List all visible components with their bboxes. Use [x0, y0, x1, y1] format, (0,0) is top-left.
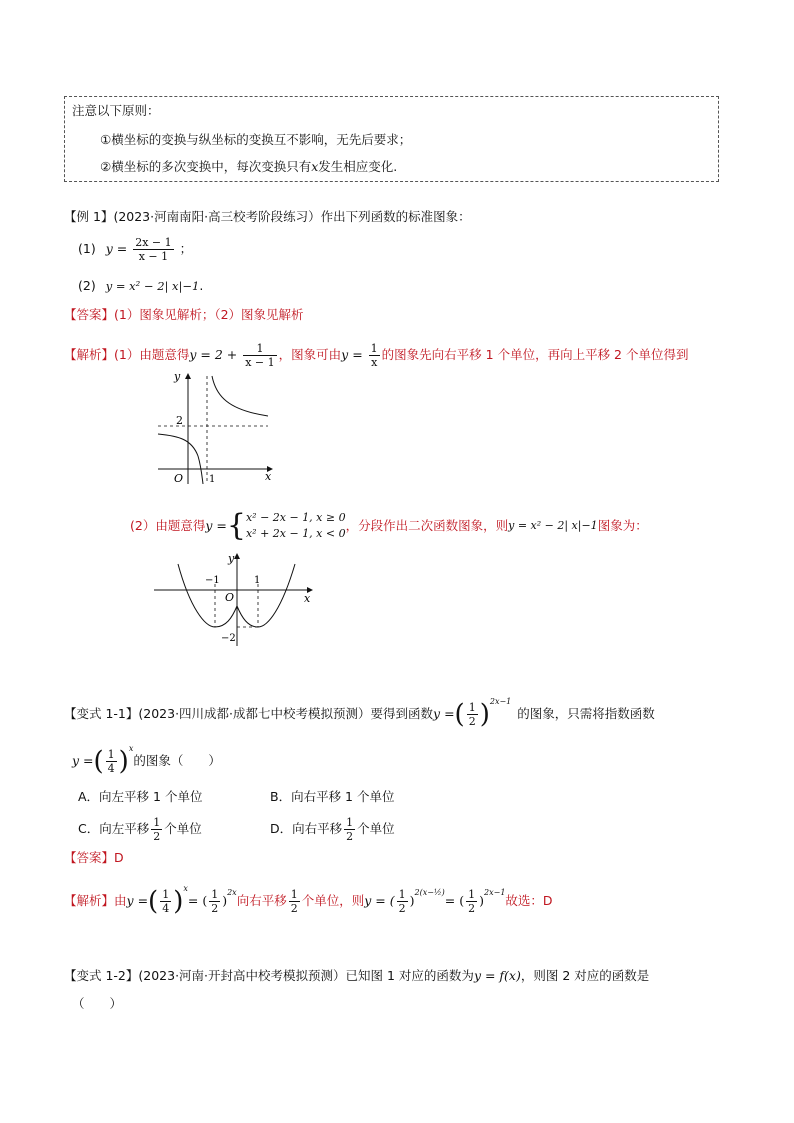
- option-d-text-b: 个单位: [357, 821, 395, 836]
- option-d-frac-den: 2: [346, 830, 354, 843]
- variant-1-2-paren: （ ）: [72, 996, 123, 1011]
- example-1-question-1: [78, 236, 192, 263]
- option-d-frac-num: 1: [346, 816, 354, 829]
- analysis-2-expr: y = x² − 2| x|−1: [508, 519, 598, 532]
- v11-an-paren-close: ): [173, 886, 184, 917]
- v11-analysis-math-2: y = ( $\frac{1}{2}$ )$^{2(x-\frac{1}{2})}$= ( $\frac{1}{2}$ )$^{2x-1}$: [364, 888, 506, 915]
- variant-1-1-exp-1: 2x−1: [489, 697, 512, 706]
- option-c-frac-num: 1: [153, 816, 161, 829]
- analysis-1-text-b: ，图象可由: [278, 347, 342, 362]
- option-d-frac: [344, 816, 355, 843]
- a1-frac2-den: x: [371, 356, 378, 369]
- v11-an-frac-1: [160, 888, 171, 915]
- paren-open: (: [454, 699, 465, 730]
- analysis-2-case-1: x² − 2x − 1, x ≥ 0: [245, 511, 346, 524]
- analysis-label: 【解析】: [64, 347, 115, 362]
- v11-an-exp-1: x: [183, 884, 188, 893]
- graph-2-x-label: x: [304, 592, 311, 605]
- analysis-2-text-c: 图象为：: [597, 518, 648, 533]
- example-1-analysis-1: [64, 342, 688, 369]
- graph-2-y-label: y: [228, 552, 235, 565]
- variant-1-1-exp-2: x: [128, 744, 134, 753]
- v11-an-f5-num: 1: [468, 888, 476, 901]
- v11-an-frac-2: [209, 888, 220, 915]
- v11-an-exp-3: 2(x−½): [414, 888, 445, 897]
- variant-1-1-answer: [64, 849, 124, 867]
- analysis-1-fraction: [243, 342, 276, 369]
- v11-an-paren-open: (: [148, 886, 159, 917]
- v11-analysis-text-d: 故选：D: [505, 893, 553, 908]
- option-d-text-a: D．向右平移: [270, 821, 343, 836]
- q1-frac-den: x − 1: [138, 250, 169, 263]
- v11-answer-text: D: [114, 850, 124, 865]
- variant-1-1-stem-line-2: [72, 740, 221, 775]
- analysis-1-fraction-2: [369, 342, 380, 369]
- v11-an-frac-5: [466, 888, 477, 915]
- example-1-answer: [64, 306, 304, 324]
- variant-1-2-text-a: (2023·河南·开封高中校考模拟预测）已知图 1 对应的函数为: [138, 968, 474, 983]
- variant-1-1-y1: y =: [433, 706, 455, 721]
- paren-close: ): [479, 699, 490, 730]
- option-c-frac: [151, 816, 162, 843]
- note-p2-text-b: 发生相应变化.: [318, 159, 398, 174]
- v11-an-frac-3: [289, 888, 300, 915]
- q1-number: (1): [78, 241, 96, 256]
- v11-an-f2-num: 1: [211, 888, 219, 901]
- graph-2-tick-1: 1: [254, 575, 261, 586]
- v11-an-f4-num: 1: [398, 888, 406, 901]
- q1-frac-num: 2x − 1: [135, 236, 172, 249]
- q2-expr: y = x² − 2| x|−1: [105, 279, 200, 293]
- analysis-1-y2: y =: [341, 347, 363, 362]
- note-p2-var: x: [311, 159, 319, 174]
- v11-an-y: y =: [126, 893, 149, 908]
- option-c[interactable]: [78, 816, 202, 843]
- paren-open-2: (: [93, 746, 104, 777]
- v11-an-f1-num: 1: [162, 888, 170, 901]
- example-1-source: (2023·河南南阳·高三校考阶段练习）作出下列函数的标准图象：: [113, 209, 471, 224]
- variant-1-2-text-b: ，则图 2 对应的函数是: [520, 968, 650, 983]
- graph-1-x-label: x: [265, 470, 272, 483]
- v11-f2-num: 1: [107, 748, 115, 761]
- a1-frac-den: x − 1: [245, 356, 275, 369]
- v11-an-eq2: = (: [444, 893, 465, 908]
- example-1-label: 【例 1】: [64, 209, 114, 224]
- q2-end: .: [199, 278, 204, 293]
- v11-an-exp-2: 2x: [227, 888, 237, 897]
- a1-frac2-num: 1: [370, 342, 378, 355]
- variant-1-2-fx: y = f(x): [473, 968, 521, 983]
- v11-an-frac-4: [397, 888, 408, 915]
- graph-1-hyperbola: [150, 366, 280, 486]
- graph-2-origin: O: [225, 591, 235, 604]
- v11-an-f2-den: 2: [211, 902, 219, 915]
- option-c-text-b: 个单位: [164, 821, 202, 836]
- v11-an-y2: y = (: [364, 893, 395, 908]
- note-title: 注意以下原则：: [72, 103, 160, 118]
- graph-1-y-label: y: [174, 370, 181, 383]
- analysis-2-text-a: (2）由题意得: [130, 518, 206, 533]
- graph-2-right-parabola: [237, 564, 295, 627]
- variant-1-1-y2: y =: [72, 753, 94, 768]
- v11-an-f5-den: 2: [468, 902, 476, 915]
- variant-1-1-frac-2: [106, 748, 117, 775]
- v11-analysis-text-c: 个单位，则: [301, 893, 365, 908]
- q1-end: ；: [179, 241, 193, 256]
- graph-2-parabolas: [150, 548, 320, 648]
- example-1-header: [64, 208, 471, 226]
- v11-f1-den: 2: [468, 715, 476, 728]
- graph-1-origin: O: [174, 472, 184, 485]
- v11-an-exp-4: 2x−1: [484, 888, 506, 897]
- graph-1-right-branch: [212, 376, 268, 416]
- analysis-1-y: y = 2 +: [189, 347, 238, 362]
- note-principle-2: [100, 158, 397, 176]
- example-1-analysis-2: [130, 510, 648, 542]
- variant-1-1-analysis: [64, 880, 553, 915]
- graph-1-tick-1: 1: [209, 474, 216, 485]
- analysis-2-cases: [246, 510, 346, 542]
- paren-close-2: ): [118, 746, 129, 777]
- q2-number: (2): [78, 278, 96, 293]
- option-d[interactable]: [270, 816, 395, 843]
- variant-1-1-text-b: 的图象，只需将指数函数: [517, 706, 655, 721]
- v11-analysis-math-1: y =( $\frac{1}{4}$ )$^x$= ( $\frac{1}{2}$ )$^{2x}$: [126, 884, 237, 917]
- example-1-question-2: [78, 277, 203, 295]
- v11-an-f3-den: 2: [290, 902, 298, 915]
- graph-2-tick-neg1: −1: [205, 575, 220, 586]
- analysis-1-text-c: 的图象先向右平移 1 个单位，再向上平移 2 个单位得到: [381, 347, 689, 362]
- option-c-frac-den: 2: [153, 830, 161, 843]
- analysis-2-case-2: x² + 2x − 1, x < 0: [245, 527, 346, 540]
- v11-an-f4-den: 2: [398, 902, 406, 915]
- v11-analysis-text-b: 向右平移: [236, 893, 287, 908]
- q1-y: y =: [105, 241, 128, 256]
- variant-1-2-stem: [64, 967, 649, 985]
- q1-fraction: [133, 236, 173, 263]
- variant-1-2-label: 【变式 1-2】: [64, 968, 139, 983]
- option-b[interactable]: B．向右平移 1 个单位: [270, 789, 395, 804]
- v11-analysis-label: 【解析】: [64, 893, 115, 908]
- analysis-2-text-b: ，分段作出二次函数图象，则: [345, 518, 509, 533]
- answer-label: 【答案】: [64, 307, 115, 322]
- v11-f1-num: 1: [468, 701, 476, 714]
- v11-f2-den: 4: [107, 762, 115, 775]
- variant-1-1-text-a: (2023·四川成都·成都七中校考模拟预测）要得到函数: [138, 706, 434, 721]
- v11-an-f1-den: 4: [162, 902, 170, 915]
- v11-answer-label: 【答案】: [64, 850, 115, 865]
- answer-text: (1）图象见解析；（2）图象见解析: [114, 307, 304, 322]
- option-a[interactable]: A．向左平移 1 个单位: [78, 789, 203, 804]
- option-c-text-a: C．向左平移: [78, 821, 150, 836]
- note-p2-text-a: ②横坐标的多次变换中，每次变换只有: [100, 159, 312, 174]
- variant-1-1-frac-1: [467, 701, 478, 728]
- note-principle-1: ①横坐标的变换与纵坐标的变换互不影响，无先后要求；: [100, 132, 412, 147]
- variant-1-1-text-c: 的图象（ ）: [133, 753, 221, 768]
- graph-2-tick-neg2: −2: [221, 633, 236, 644]
- v11-analysis-text-a: 由: [114, 893, 127, 908]
- variant-1-1-stem-line-1: [64, 693, 655, 728]
- analysis-2-y: y =: [205, 518, 227, 533]
- graph-1-tick-2: 2: [176, 414, 183, 427]
- v11-an-f3-num: 1: [290, 888, 298, 901]
- a1-frac-num: 1: [243, 342, 276, 356]
- v11-an-eq: = (: [187, 893, 208, 908]
- analysis-1-text-a: (1）由题意得: [114, 347, 190, 362]
- analysis-2-brace: {: [226, 508, 246, 543]
- variant-1-1-label: 【变式 1-1】: [64, 706, 139, 721]
